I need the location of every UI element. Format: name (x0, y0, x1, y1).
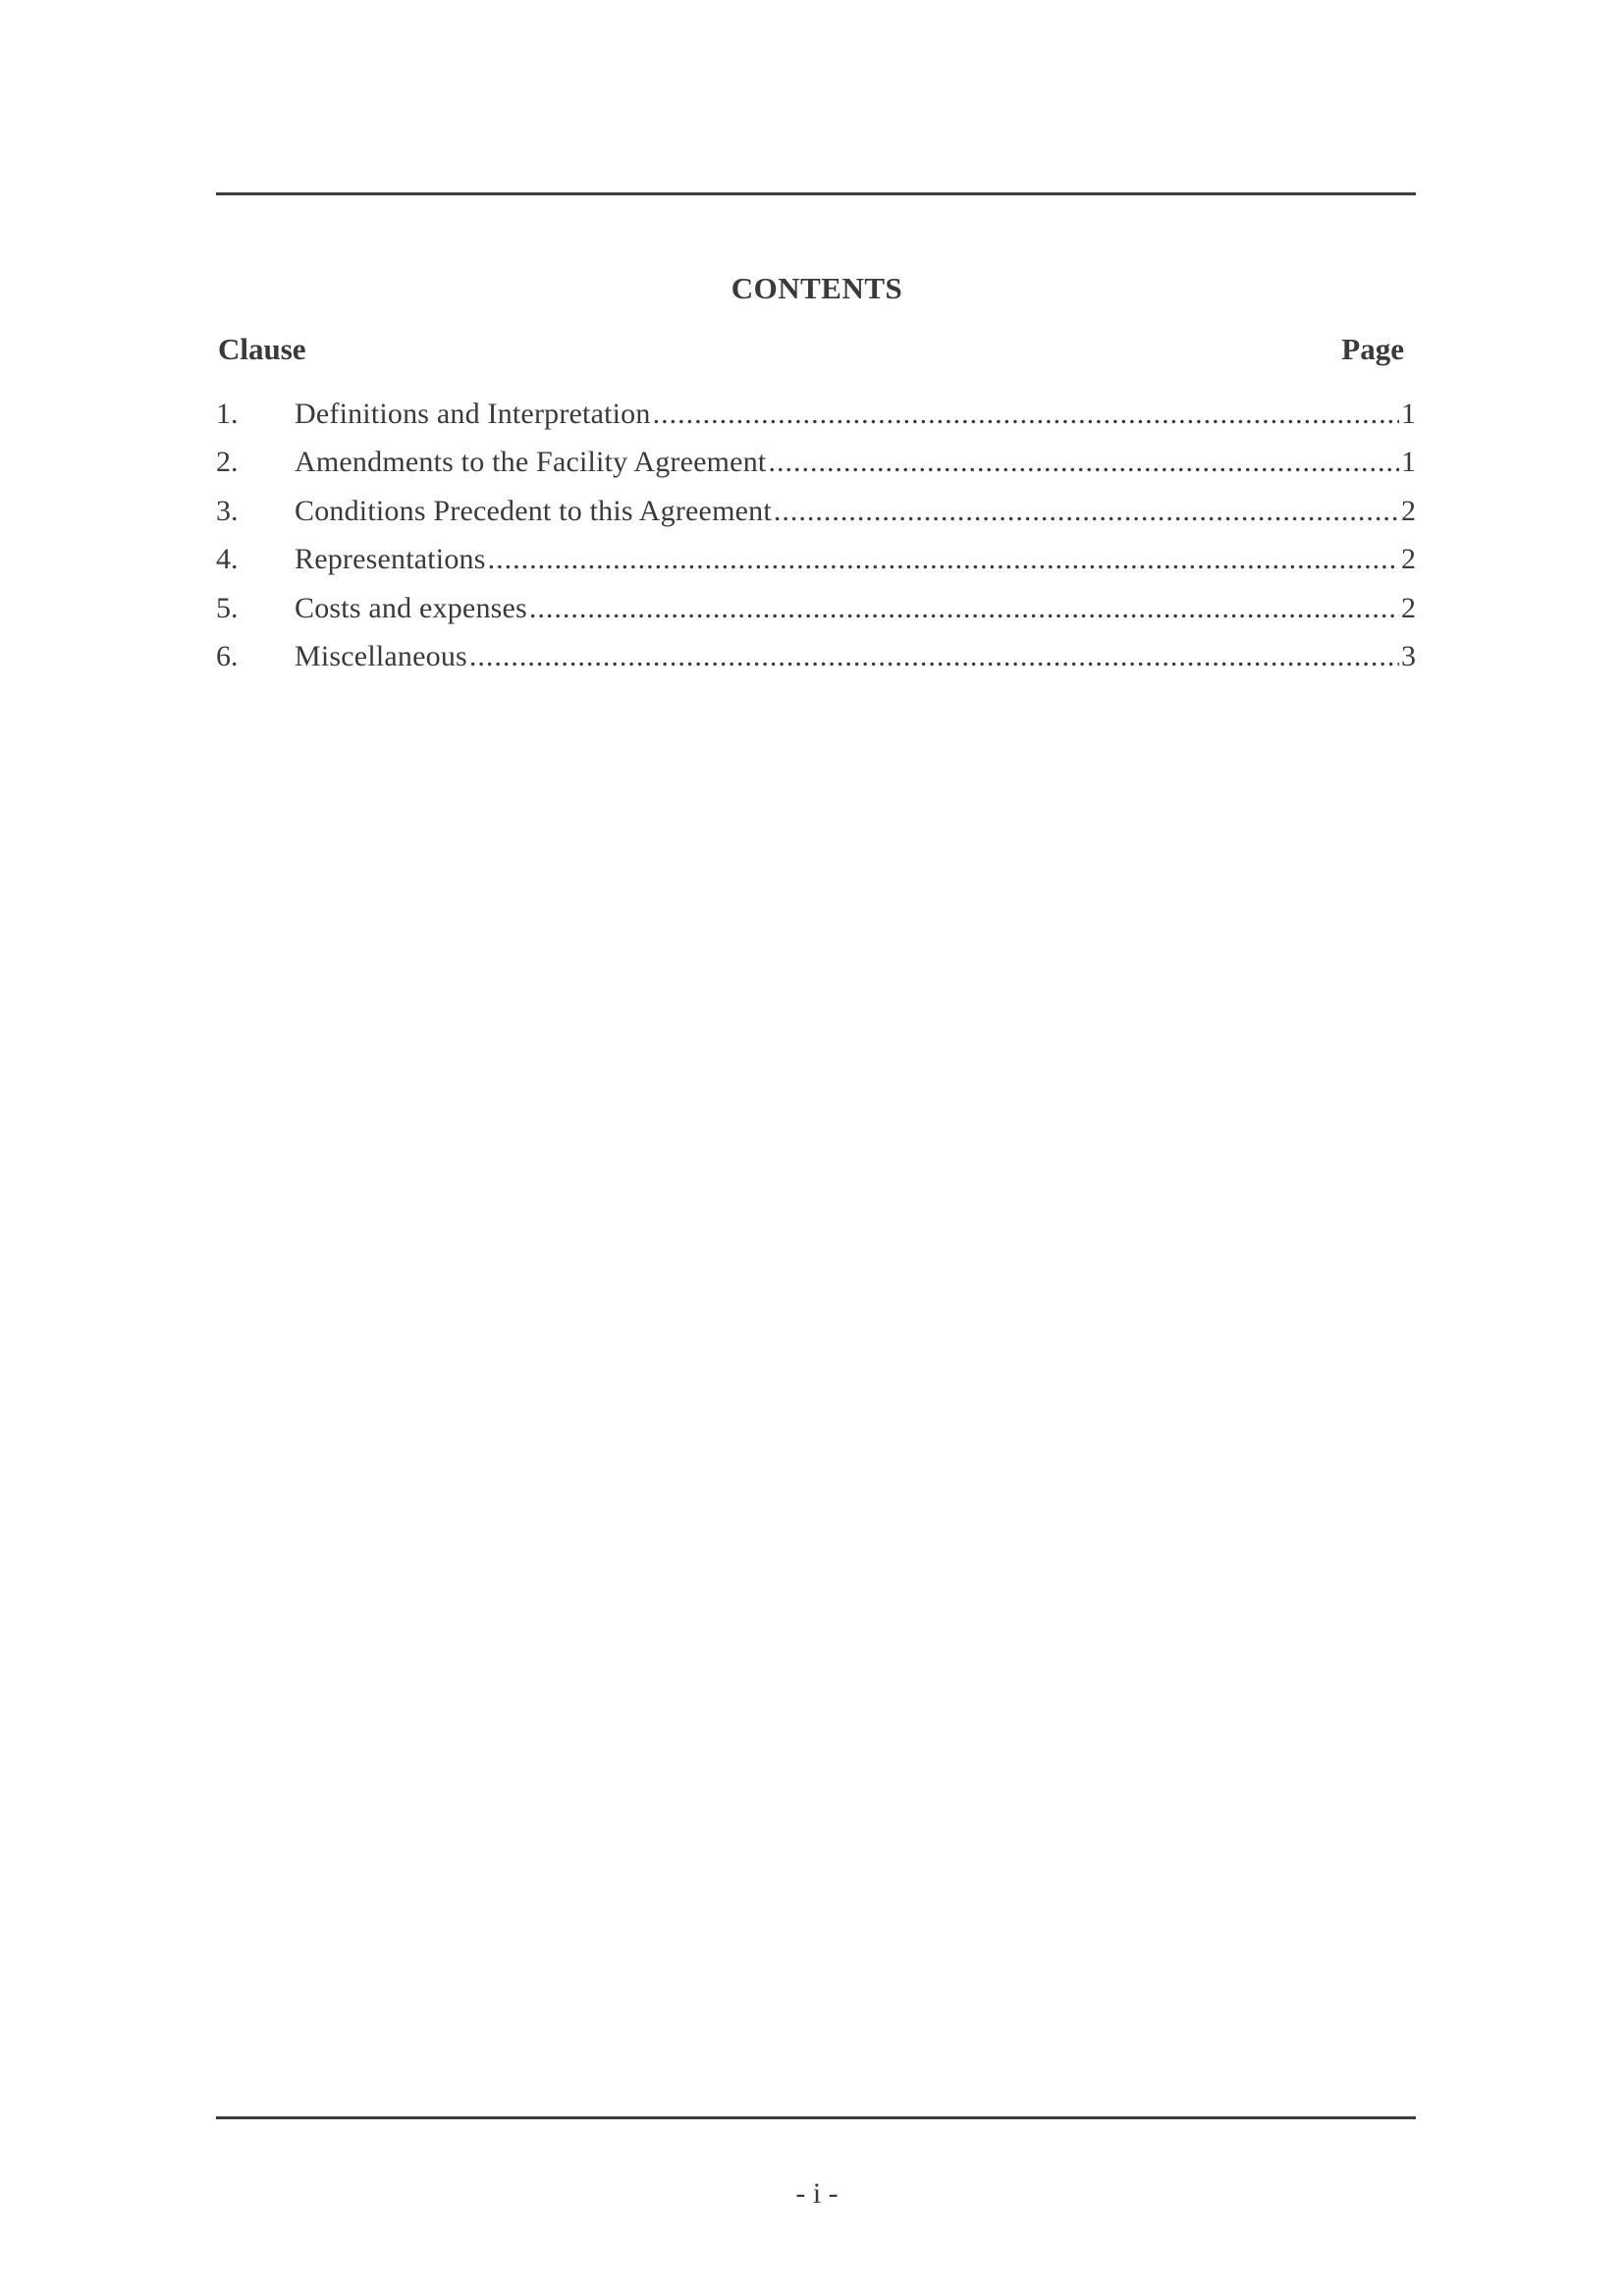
clause-column-header: Clause (218, 332, 306, 366)
toc-entry-definitions[interactable] (216, 395, 1416, 443)
toc-entry-page: 1 (1401, 398, 1416, 430)
contents-title: CONTENTS (731, 271, 903, 305)
toc-entry-representations[interactable] (216, 540, 1416, 588)
toc-entry-miscellaneous[interactable] (216, 637, 1416, 685)
toc-entry-number: 4. (216, 543, 239, 576)
toc-entry-number: 2. (216, 446, 239, 479)
toc-entry-page: 2 (1401, 591, 1416, 624)
toc-entry-title: Costs and expenses (295, 591, 527, 624)
dot-leader (774, 492, 1399, 531)
toc-entry-title: Amendments to the Facility Agreement (295, 446, 767, 479)
toc-list (216, 395, 1416, 685)
toc-entry-page: 3 (1401, 639, 1416, 672)
dot-leader (488, 540, 1399, 579)
toc-entry-title: Representations (295, 543, 486, 576)
toc-entry-amendments[interactable] (216, 443, 1416, 491)
toc-entry-title: Definitions and Interpretation (295, 398, 651, 430)
toc-entry-number: 6. (216, 639, 239, 672)
toc-entry-page: 2 (1401, 494, 1416, 527)
footer-page-number: - i - (795, 2177, 839, 2210)
toc-entry-title: Conditions Precedent to this Agreement (295, 494, 772, 527)
dot-leader (469, 637, 1399, 676)
toc-entry-number: 3. (216, 494, 239, 527)
bottom-rule (216, 2116, 1416, 2119)
top-rule (216, 192, 1416, 195)
toc-entry-number: 1. (216, 398, 239, 430)
toc-entry-page: 1 (1401, 446, 1416, 479)
dot-leader (768, 443, 1399, 482)
dot-leader (529, 589, 1399, 628)
toc-entry-page: 2 (1401, 543, 1416, 576)
toc-entry-number: 5. (216, 591, 239, 624)
toc-entry-costs[interactable] (216, 589, 1416, 637)
toc-entry-conditions-precedent[interactable] (216, 492, 1416, 540)
toc-column-headers (218, 332, 1412, 371)
dot-leader (653, 395, 1399, 434)
toc-entry-title: Miscellaneous (295, 639, 467, 672)
page-column-header: Page (1341, 332, 1404, 366)
